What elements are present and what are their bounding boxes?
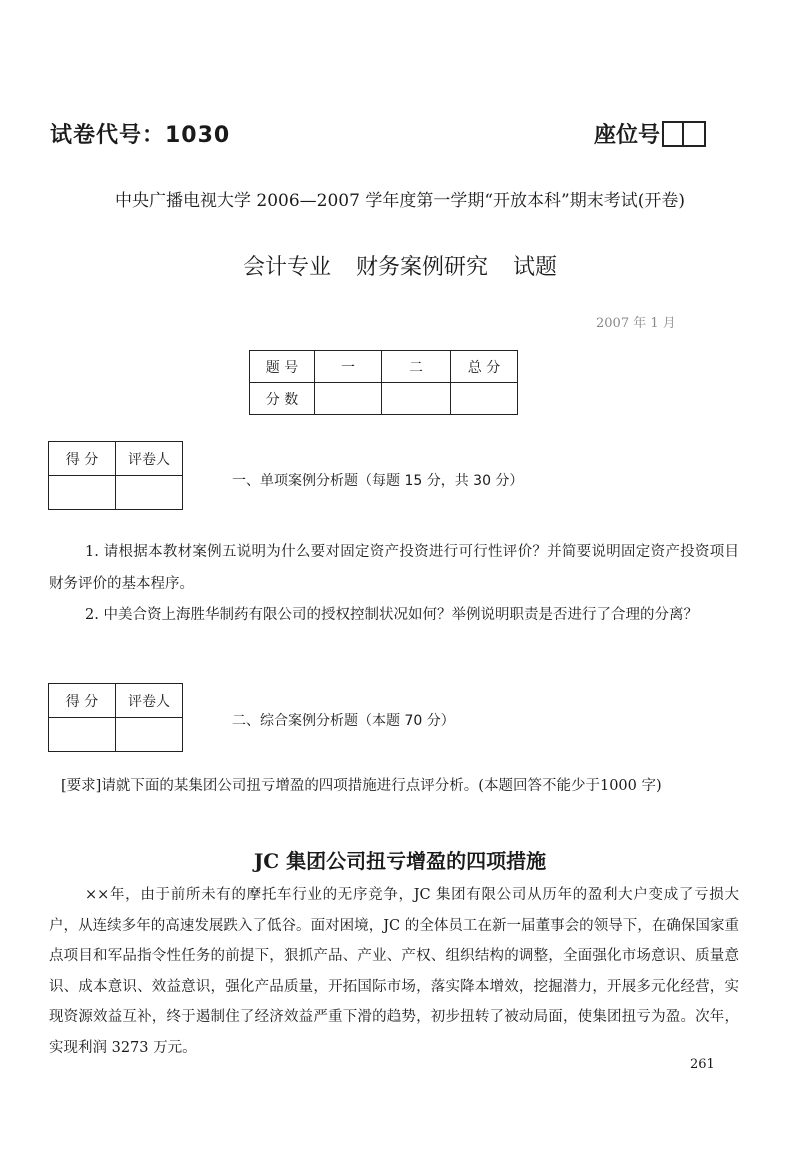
section2-heading: 二、综合案例分析题（本题 70 分） bbox=[232, 713, 455, 729]
score-cell-label: 题 号 bbox=[250, 351, 315, 383]
exam-date: 2007 年 1 月 bbox=[596, 316, 676, 331]
score-table bbox=[249, 350, 518, 415]
grader-table-2 bbox=[48, 683, 183, 752]
seat-number bbox=[594, 118, 706, 149]
score-cell-total: 总 分 bbox=[451, 351, 518, 383]
score-table-header-row bbox=[250, 351, 518, 383]
grader-name-blank[interactable] bbox=[116, 718, 183, 752]
section1-heading: 一、单项案例分析题（每题 15 分，共 30 分） bbox=[232, 473, 524, 489]
exam-title: 中央广播电视大学 2006—2007 学年度第一学期“开放本科”期末考试(开卷) bbox=[115, 191, 685, 211]
grader-table-1 bbox=[48, 441, 183, 510]
question-1: 1. 请根据本教材案例五说明为什么要对固定资产投资进行可行性评价？并简要说明固定资产投资项目财务评价的基本程序。 bbox=[49, 544, 739, 592]
grader-score-blank[interactable] bbox=[49, 718, 116, 752]
grader-name-label: 评卷人 bbox=[116, 684, 183, 718]
score-blank-1[interactable] bbox=[315, 383, 382, 415]
grader-score-blank[interactable] bbox=[49, 476, 116, 510]
score-cell-col2: 二 bbox=[382, 351, 451, 383]
score-table-score-row bbox=[250, 383, 518, 415]
seat-box bbox=[662, 121, 684, 147]
score-cell-col1: 一 bbox=[315, 351, 382, 383]
case-body: ××年，由于前所未有的摩托车行业的无序竞争，JC 集团有限公司从历年的盈利大户变成了亏损大户，从连续多年的高速发展跌入了低谷。面对困境，JC 的全体员工在新一届董事会的领导下，在确保国家重点项目和军品指令性任务的前提下，狠抓产品、产业、产权、组织结构的调整，全面强化市场意识、质量意识、成本意识、效益意识，强化产品质量，开拓国际市场，落实降本增效，挖掘潜力，开展多元化经营，实现资源效益互补，终于遏制住了经济效益严重下滑的趋势，初步扭转了被动局面，使集团扭亏为盈。次年，实现利润 3273 万元。 bbox=[49, 887, 739, 1056]
seat-label: 座位号 bbox=[594, 123, 661, 148]
score-row-label: 分 数 bbox=[250, 383, 315, 415]
page-number: 261 bbox=[690, 1057, 715, 1072]
requirement-text: [要求]请就下面的某集团公司扭亏增盈的四项措施进行点评分析。(本题回答不能少于1000 字) bbox=[61, 778, 662, 794]
seat-box bbox=[684, 121, 706, 147]
score-blank-2[interactable] bbox=[382, 383, 451, 415]
grader-score-label: 得 分 bbox=[49, 442, 116, 476]
seat-boxes bbox=[662, 121, 706, 147]
grader-name-label: 评卷人 bbox=[116, 442, 183, 476]
grader-score-label: 得 分 bbox=[49, 684, 116, 718]
paper-code: 试卷代号：1030 bbox=[50, 123, 231, 148]
question-2: 2. 中美合资上海胜华制药有限公司的授权控制状况如何？举例说明职责是否进行了合理的分离？ bbox=[85, 607, 698, 623]
score-blank-total[interactable] bbox=[451, 383, 518, 415]
case-title: JC 集团公司扭亏增盈的四项措施 bbox=[253, 849, 547, 873]
subject-title: 会计专业 财务案例研究 试题 bbox=[243, 255, 557, 280]
grader-name-blank[interactable] bbox=[116, 476, 183, 510]
